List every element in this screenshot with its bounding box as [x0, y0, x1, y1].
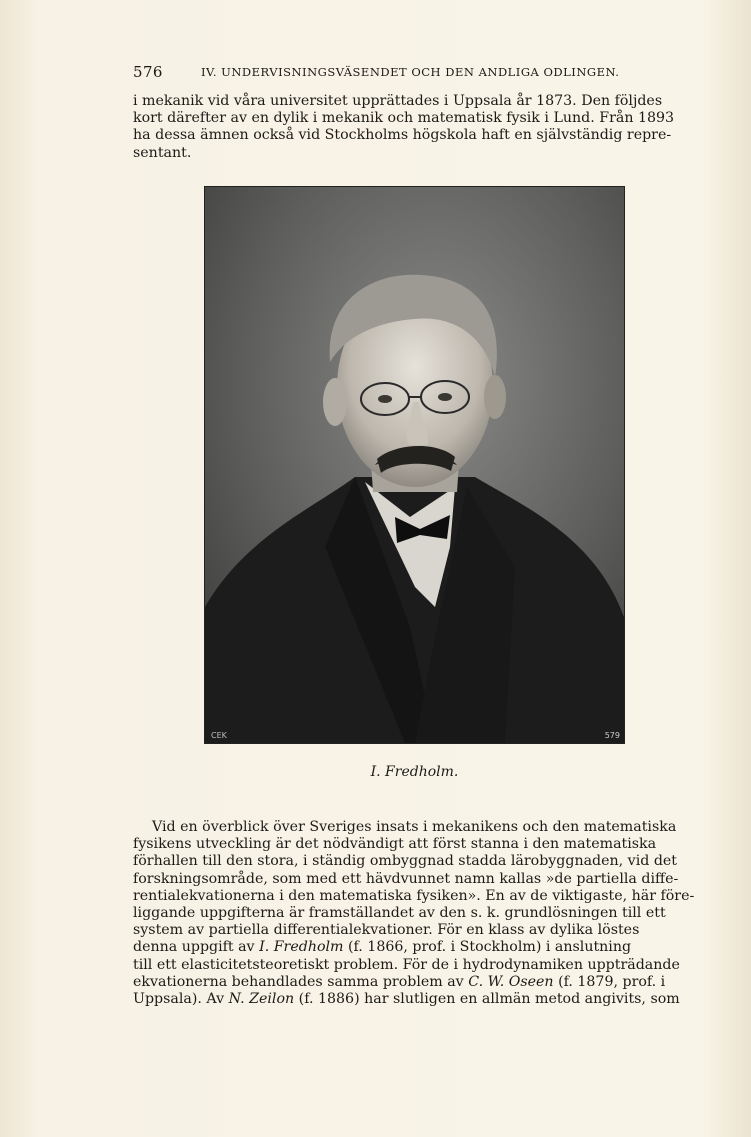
text-line: förhallen till den stora, i ständig ombyggnad stadda lärobyggnaden, vid det	[133, 853, 678, 870]
text-line: rentialekvationerna i den matematiska fysiken». En av de viktigaste, här före-	[133, 887, 695, 904]
plate-mark: CEK	[211, 731, 227, 740]
paragraph-top	[133, 93, 698, 162]
text-run: (f. 1866, prof. i Stockholm) i anslutning	[343, 939, 632, 956]
text-line	[133, 939, 698, 956]
text-line: fysikens utveckling är det nödvändigt att först stanna i den matematiska	[133, 836, 657, 853]
text-line: Vid en överblick över Sveriges insats i mekanikens och den matematiska	[152, 819, 677, 835]
text-run: denna uppgift av	[133, 939, 260, 956]
text-line: i mekanik vid våra universitet upprättades i Uppsala år 1873. Den följdes	[133, 93, 663, 109]
person-name: I. Fredholm	[259, 939, 344, 956]
text-run: Uppsala). Av	[133, 991, 229, 1008]
portrait-image	[205, 187, 624, 743]
text-line: till ett elasticitetsteoretiskt problem. För de i hydrodynamiken uppträdande	[133, 956, 680, 973]
text-line: ha dessa ämnen också vid Stockholms högskola haft en självständig repre-	[133, 127, 672, 144]
text-line: forskningsområde, som med ett hävdvunnet namn kallas »de partiella diffe-	[133, 870, 679, 887]
paragraph-main	[133, 819, 698, 1008]
page-number: 576	[133, 63, 163, 81]
running-head: IV. UNDERVISNINGSVÄSENDET OCH DEN ANDLIGA ODLINGEN.	[201, 65, 620, 79]
portrait-photo	[204, 186, 625, 744]
page-header	[133, 63, 629, 81]
text-run: (f. 1879, prof. i	[553, 973, 666, 990]
plate-number: 579	[604, 731, 620, 740]
text-line	[133, 974, 698, 991]
text-line	[133, 991, 698, 1008]
text-line: kort därefter av en dylik i mekanik och matematisk fysik i Lund. Från 1893	[133, 110, 675, 127]
text-run: (f. 1886) har slutligen en allmän metod angivits, som	[294, 991, 680, 1008]
person-name: N. Zeilon	[228, 991, 295, 1008]
person-name: C. W. Oseen	[468, 973, 554, 990]
text-run: ekvationerna behandlades samma problem av	[133, 973, 469, 990]
text-line: sentant.	[133, 144, 192, 161]
text-line: liggande uppgifterna är framställandet av den s. k. grundlösningen till ett	[133, 905, 666, 922]
photo-caption: I. Fredholm.	[370, 764, 459, 780]
text-line: system av partiella differentialekvationer. För en klass av dylika löstes	[133, 922, 640, 939]
